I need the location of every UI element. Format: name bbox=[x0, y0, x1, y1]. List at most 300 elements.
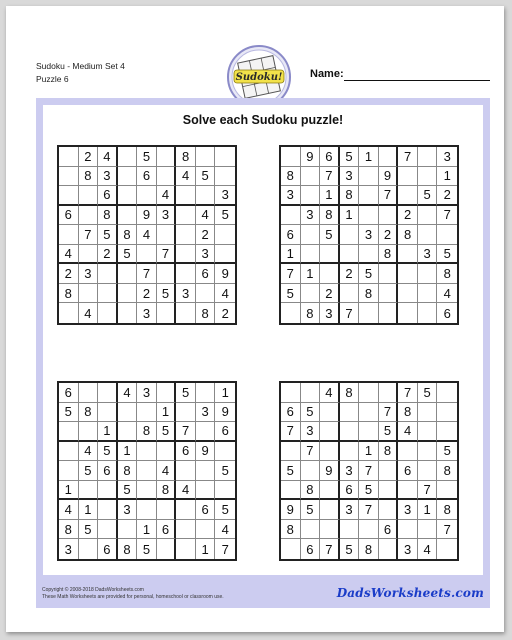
empty-cell[interactable] bbox=[437, 403, 457, 423]
empty-cell[interactable] bbox=[379, 264, 399, 284]
empty-cell[interactable] bbox=[79, 186, 99, 206]
name-field[interactable] bbox=[344, 80, 490, 81]
empty-cell[interactable] bbox=[137, 461, 157, 481]
given-cell: 6 bbox=[340, 481, 360, 501]
given-cell: 8 bbox=[340, 383, 360, 403]
given-cell: 4 bbox=[59, 245, 79, 265]
empty-cell[interactable] bbox=[301, 186, 321, 206]
given-cell: 6 bbox=[443, 305, 451, 321]
empty-cell[interactable] bbox=[418, 442, 438, 462]
empty-cell[interactable] bbox=[301, 245, 321, 265]
given-cell: 1 bbox=[79, 500, 99, 520]
empty-cell[interactable] bbox=[437, 481, 457, 501]
empty-cell[interactable] bbox=[281, 539, 301, 559]
given-cell: 5 bbox=[98, 225, 118, 245]
given-cell: 6 bbox=[176, 442, 196, 462]
empty-cell[interactable] bbox=[98, 303, 118, 323]
given-cell: 1 bbox=[437, 167, 457, 187]
given-cell: 8 bbox=[59, 284, 79, 304]
empty-cell[interactable] bbox=[418, 284, 438, 304]
sudoku-grid-4 bbox=[279, 381, 459, 561]
empty-cell[interactable] bbox=[79, 284, 99, 304]
empty-cell[interactable] bbox=[215, 225, 235, 245]
empty-cell[interactable] bbox=[359, 186, 379, 206]
empty-cell[interactable] bbox=[157, 539, 177, 559]
given-cell: 7 bbox=[359, 461, 379, 481]
given-cell: 9 bbox=[215, 264, 235, 284]
given-cell: 4 bbox=[196, 206, 216, 226]
given-cell: 7 bbox=[301, 442, 321, 462]
given-cell: 6 bbox=[281, 403, 301, 423]
given-cell: 1 bbox=[418, 500, 438, 520]
given-cell: 4 bbox=[418, 539, 438, 559]
empty-cell[interactable] bbox=[379, 481, 399, 501]
footer-copyright bbox=[42, 587, 224, 601]
given-cell: 8 bbox=[79, 167, 99, 187]
given-cell: 6 bbox=[196, 500, 216, 520]
empty-cell[interactable] bbox=[418, 167, 438, 187]
given-cell: 5 bbox=[301, 403, 321, 423]
worksheet-page bbox=[6, 6, 504, 632]
empty-cell[interactable] bbox=[359, 383, 379, 403]
given-cell: 7 bbox=[281, 264, 301, 284]
given-cell: 8 bbox=[281, 520, 301, 540]
given-cell: 8 bbox=[437, 500, 457, 520]
empty-cell[interactable] bbox=[118, 264, 138, 284]
given-cell: 5 bbox=[79, 520, 99, 540]
empty-cell[interactable] bbox=[59, 167, 79, 187]
empty-cell[interactable] bbox=[281, 206, 301, 226]
given-cell: 8 bbox=[359, 284, 379, 304]
empty-cell[interactable] bbox=[437, 383, 457, 403]
given-cell: 3 bbox=[137, 303, 157, 323]
given-cell: 8 bbox=[398, 403, 418, 423]
given-cell: 5 bbox=[301, 500, 321, 520]
given-cell: 5 bbox=[437, 245, 457, 265]
brand-logo: DadsWorksheets.com bbox=[336, 586, 484, 600]
given-cell: 5 bbox=[157, 284, 177, 304]
footer bbox=[36, 582, 490, 608]
empty-cell[interactable] bbox=[196, 383, 216, 403]
given-cell: 6 bbox=[59, 383, 79, 403]
given-cell: 1 bbox=[98, 422, 118, 442]
given-cell: 3 bbox=[137, 383, 157, 403]
empty-cell[interactable] bbox=[176, 500, 196, 520]
empty-cell[interactable] bbox=[157, 225, 177, 245]
empty-cell[interactable] bbox=[176, 264, 196, 284]
given-cell: 3 bbox=[281, 186, 301, 206]
given-cell: 4 bbox=[98, 147, 118, 167]
given-cell: 4 bbox=[398, 422, 418, 442]
given-cell: 5 bbox=[176, 383, 196, 403]
given-cell: 1 bbox=[281, 245, 301, 265]
copyright-text: Copyright © 2008-2018 DadsWorksheets.com bbox=[42, 587, 144, 593]
empty-cell[interactable] bbox=[379, 500, 399, 520]
given-cell: 6 bbox=[157, 520, 177, 540]
given-cell: 5 bbox=[281, 284, 301, 304]
empty-cell[interactable] bbox=[157, 147, 177, 167]
given-cell: 4 bbox=[59, 500, 79, 520]
given-cell: 5 bbox=[118, 481, 138, 501]
usage-note: These Math Worksheets are provided for personal, homeschool or classroom use. bbox=[42, 594, 224, 600]
empty-cell[interactable] bbox=[98, 481, 118, 501]
given-cell: 3 bbox=[320, 303, 340, 323]
given-cell: 2 bbox=[221, 305, 229, 321]
empty-cell[interactable] bbox=[196, 461, 216, 481]
given-cell: 7 bbox=[281, 422, 301, 442]
empty-cell[interactable] bbox=[418, 147, 438, 167]
empty-cell[interactable] bbox=[320, 481, 340, 501]
empty-cell[interactable] bbox=[196, 481, 216, 501]
empty-cell[interactable] bbox=[398, 186, 418, 206]
empty-cell[interactable] bbox=[137, 403, 157, 423]
given-cell: 5 bbox=[215, 206, 235, 226]
empty-cell[interactable] bbox=[320, 442, 340, 462]
empty-cell[interactable] bbox=[379, 539, 399, 559]
page-title: Solve each Sudoku puzzle! bbox=[182, 113, 344, 127]
empty-cell[interactable] bbox=[418, 303, 438, 323]
empty-cell[interactable] bbox=[359, 520, 379, 540]
empty-cell[interactable] bbox=[398, 481, 418, 501]
empty-cell[interactable] bbox=[79, 383, 99, 403]
given-cell: 8 bbox=[281, 167, 301, 187]
empty-cell[interactable] bbox=[157, 442, 177, 462]
empty-cell[interactable] bbox=[379, 383, 399, 403]
empty-cell[interactable] bbox=[196, 186, 216, 206]
empty-cell[interactable] bbox=[176, 303, 196, 323]
given-cell: 9 bbox=[301, 147, 321, 167]
given-cell: 7 bbox=[320, 167, 340, 187]
given-cell: 8 bbox=[118, 225, 138, 245]
given-cell: 2 bbox=[379, 225, 399, 245]
empty-cell[interactable] bbox=[301, 167, 321, 187]
given-cell: 1 bbox=[359, 147, 379, 167]
given-cell: 7 bbox=[437, 520, 457, 540]
empty-cell[interactable] bbox=[79, 245, 99, 265]
given-cell: 8 bbox=[301, 303, 321, 323]
given-cell: 7 bbox=[137, 264, 157, 284]
empty-cell[interactable] bbox=[398, 167, 418, 187]
given-cell: 3 bbox=[196, 245, 216, 265]
given-cell: 5 bbox=[118, 245, 138, 265]
given-cell: 4 bbox=[79, 303, 99, 323]
empty-cell[interactable] bbox=[118, 520, 138, 540]
given-cell: 1 bbox=[320, 186, 340, 206]
puzzle-label: Puzzle 6 bbox=[36, 74, 69, 84]
given-cell: 1 bbox=[340, 206, 360, 226]
empty-cell[interactable] bbox=[176, 539, 196, 559]
given-cell: 4 bbox=[215, 520, 235, 540]
empty-cell[interactable] bbox=[340, 225, 360, 245]
empty-cell[interactable] bbox=[215, 167, 235, 187]
empty-cell[interactable] bbox=[340, 520, 360, 540]
given-cell: 8 bbox=[59, 520, 79, 540]
empty-cell[interactable] bbox=[320, 422, 340, 442]
empty-cell[interactable] bbox=[437, 539, 457, 559]
empty-cell[interactable] bbox=[418, 206, 438, 226]
sudoku-grid-2 bbox=[279, 145, 459, 325]
empty-cell[interactable] bbox=[418, 422, 438, 442]
empty-cell[interactable] bbox=[215, 147, 235, 167]
sudoku-grid-1 bbox=[57, 145, 237, 325]
given-cell: 6 bbox=[137, 167, 157, 187]
given-cell: 5 bbox=[379, 422, 399, 442]
given-cell: 5 bbox=[320, 225, 340, 245]
empty-cell[interactable] bbox=[418, 520, 438, 540]
given-cell: 7 bbox=[157, 245, 177, 265]
given-cell: 3 bbox=[301, 206, 321, 226]
empty-cell[interactable] bbox=[157, 167, 177, 187]
empty-cell[interactable] bbox=[176, 520, 196, 540]
puzzle-panel-inner bbox=[43, 105, 483, 575]
empty-cell[interactable] bbox=[379, 147, 399, 167]
empty-cell[interactable] bbox=[157, 500, 177, 520]
empty-cell[interactable] bbox=[118, 186, 138, 206]
empty-cell[interactable] bbox=[379, 303, 399, 323]
empty-cell[interactable] bbox=[137, 500, 157, 520]
given-cell: 7 bbox=[221, 541, 229, 557]
given-cell: 7 bbox=[379, 403, 399, 423]
given-cell: 6 bbox=[196, 264, 216, 284]
empty-cell[interactable] bbox=[379, 284, 399, 304]
empty-cell[interactable] bbox=[98, 500, 118, 520]
empty-cell[interactable] bbox=[79, 422, 99, 442]
empty-cell[interactable] bbox=[340, 422, 360, 442]
given-cell: 6 bbox=[379, 520, 399, 540]
given-cell: 1 bbox=[301, 264, 321, 284]
given-cell: 5 bbox=[215, 461, 235, 481]
given-cell: 5 bbox=[215, 500, 235, 520]
given-cell: 7 bbox=[176, 422, 196, 442]
given-cell: 4 bbox=[215, 284, 235, 304]
given-cell: 2 bbox=[398, 206, 418, 226]
empty-cell[interactable] bbox=[281, 383, 301, 403]
given-cell: 3 bbox=[359, 225, 379, 245]
empty-cell[interactable] bbox=[398, 245, 418, 265]
empty-cell[interactable] bbox=[137, 245, 157, 265]
given-cell: 8 bbox=[118, 539, 138, 559]
given-cell: 3 bbox=[59, 539, 79, 559]
empty-cell[interactable] bbox=[59, 147, 79, 167]
empty-cell[interactable] bbox=[301, 461, 321, 481]
empty-cell[interactable] bbox=[98, 264, 118, 284]
empty-cell[interactable] bbox=[418, 461, 438, 481]
empty-cell[interactable] bbox=[418, 403, 438, 423]
given-cell: 8 bbox=[98, 206, 118, 226]
given-cell: 2 bbox=[340, 264, 360, 284]
given-cell: 8 bbox=[301, 481, 321, 501]
empty-cell[interactable] bbox=[320, 245, 340, 265]
empty-cell[interactable] bbox=[118, 284, 138, 304]
given-cell: 3 bbox=[196, 403, 216, 423]
empty-cell[interactable] bbox=[176, 403, 196, 423]
given-cell: 5 bbox=[98, 442, 118, 462]
empty-cell[interactable] bbox=[59, 303, 79, 323]
empty-cell[interactable] bbox=[281, 303, 301, 323]
given-cell: 9 bbox=[137, 206, 157, 226]
empty-cell[interactable] bbox=[340, 284, 360, 304]
given-cell: 4 bbox=[157, 186, 177, 206]
given-cell: 2 bbox=[320, 284, 340, 304]
empty-cell[interactable] bbox=[215, 442, 235, 462]
given-cell: 4 bbox=[118, 383, 138, 403]
given-cell: 4 bbox=[176, 167, 196, 187]
given-cell: 2 bbox=[79, 147, 99, 167]
empty-cell[interactable] bbox=[320, 520, 340, 540]
given-cell: 5 bbox=[418, 383, 438, 403]
given-cell: 9 bbox=[196, 442, 216, 462]
empty-cell[interactable] bbox=[398, 303, 418, 323]
set-title: Sudoku - Medium Set 4 bbox=[36, 61, 125, 71]
given-cell: 2 bbox=[137, 284, 157, 304]
empty-cell[interactable] bbox=[215, 245, 235, 265]
empty-cell[interactable] bbox=[418, 264, 438, 284]
given-cell: 1 bbox=[137, 520, 157, 540]
given-cell: 1 bbox=[59, 481, 79, 501]
empty-cell[interactable] bbox=[137, 481, 157, 501]
empty-cell[interactable] bbox=[196, 422, 216, 442]
empty-cell[interactable] bbox=[196, 520, 216, 540]
given-cell: 3 bbox=[98, 167, 118, 187]
empty-cell[interactable] bbox=[281, 481, 301, 501]
empty-cell[interactable] bbox=[437, 422, 457, 442]
given-cell: 7 bbox=[379, 186, 399, 206]
given-cell: 4 bbox=[79, 442, 99, 462]
given-cell: 4 bbox=[437, 284, 457, 304]
empty-cell[interactable] bbox=[359, 167, 379, 187]
given-cell: 3 bbox=[118, 500, 138, 520]
empty-cell[interactable] bbox=[418, 225, 438, 245]
empty-cell[interactable] bbox=[379, 461, 399, 481]
given-cell: 3 bbox=[301, 422, 321, 442]
empty-cell[interactable] bbox=[79, 481, 99, 501]
given-cell: 2 bbox=[196, 225, 216, 245]
empty-cell[interactable] bbox=[176, 186, 196, 206]
empty-cell[interactable] bbox=[157, 264, 177, 284]
empty-cell[interactable] bbox=[59, 186, 79, 206]
empty-cell[interactable] bbox=[59, 461, 79, 481]
given-cell: 8 bbox=[176, 147, 196, 167]
empty-cell[interactable] bbox=[379, 206, 399, 226]
given-cell: 1 bbox=[215, 383, 235, 403]
given-cell: 3 bbox=[215, 186, 235, 206]
given-cell: 7 bbox=[340, 303, 360, 323]
empty-cell[interactable] bbox=[137, 442, 157, 462]
empty-cell[interactable] bbox=[176, 225, 196, 245]
given-cell: 1 bbox=[118, 442, 138, 462]
given-cell: 3 bbox=[398, 539, 418, 559]
empty-cell[interactable] bbox=[176, 206, 196, 226]
empty-cell[interactable] bbox=[398, 284, 418, 304]
empty-cell[interactable] bbox=[359, 403, 379, 423]
given-cell: 5 bbox=[79, 461, 99, 481]
empty-cell[interactable] bbox=[118, 167, 138, 187]
empty-cell[interactable] bbox=[340, 245, 360, 265]
empty-cell[interactable] bbox=[281, 442, 301, 462]
empty-cell[interactable] bbox=[59, 442, 79, 462]
empty-cell[interactable] bbox=[320, 264, 340, 284]
empty-cell[interactable] bbox=[398, 520, 418, 540]
given-cell: 4 bbox=[176, 481, 196, 501]
empty-cell[interactable] bbox=[59, 422, 79, 442]
given-cell: 8 bbox=[340, 186, 360, 206]
given-cell: 8 bbox=[79, 403, 99, 423]
given-cell: 6 bbox=[281, 225, 301, 245]
given-cell: 8 bbox=[320, 206, 340, 226]
empty-cell[interactable] bbox=[79, 539, 99, 559]
given-cell: 1 bbox=[157, 403, 177, 423]
empty-cell[interactable] bbox=[98, 284, 118, 304]
empty-cell[interactable] bbox=[118, 303, 138, 323]
given-cell: 3 bbox=[437, 147, 457, 167]
empty-cell[interactable] bbox=[398, 442, 418, 462]
empty-cell[interactable] bbox=[301, 284, 321, 304]
empty-cell[interactable] bbox=[196, 284, 216, 304]
empty-cell[interactable] bbox=[215, 481, 235, 501]
empty-cell[interactable] bbox=[118, 403, 138, 423]
empty-cell[interactable] bbox=[301, 225, 321, 245]
given-cell: 6 bbox=[398, 461, 418, 481]
empty-cell[interactable] bbox=[176, 245, 196, 265]
empty-cell[interactable] bbox=[301, 383, 321, 403]
empty-cell[interactable] bbox=[176, 461, 196, 481]
given-cell: 8 bbox=[118, 461, 138, 481]
given-cell: 7 bbox=[398, 147, 418, 167]
empty-cell[interactable] bbox=[359, 422, 379, 442]
given-cell: 7 bbox=[437, 206, 457, 226]
given-cell: 5 bbox=[359, 264, 379, 284]
empty-cell[interactable] bbox=[398, 264, 418, 284]
empty-cell[interactable] bbox=[359, 245, 379, 265]
empty-cell[interactable] bbox=[196, 147, 216, 167]
empty-cell[interactable] bbox=[137, 186, 157, 206]
empty-cell[interactable] bbox=[320, 500, 340, 520]
given-cell: 3 bbox=[398, 500, 418, 520]
empty-cell[interactable] bbox=[118, 147, 138, 167]
empty-cell[interactable] bbox=[340, 442, 360, 462]
given-cell: 6 bbox=[215, 422, 235, 442]
empty-cell[interactable] bbox=[320, 403, 340, 423]
empty-cell[interactable] bbox=[118, 422, 138, 442]
empty-cell[interactable] bbox=[281, 147, 301, 167]
empty-cell[interactable] bbox=[301, 520, 321, 540]
given-cell: 3 bbox=[79, 264, 99, 284]
empty-cell[interactable] bbox=[157, 383, 177, 403]
given-cell: 6 bbox=[98, 461, 118, 481]
given-cell: 1 bbox=[196, 539, 216, 559]
empty-cell[interactable] bbox=[98, 520, 118, 540]
empty-cell[interactable] bbox=[359, 206, 379, 226]
empty-cell[interactable] bbox=[437, 225, 457, 245]
empty-cell[interactable] bbox=[98, 383, 118, 403]
given-cell: 5 bbox=[157, 422, 177, 442]
given-cell: 8 bbox=[379, 442, 399, 462]
empty-cell[interactable] bbox=[157, 303, 177, 323]
empty-cell[interactable] bbox=[340, 403, 360, 423]
empty-cell[interactable] bbox=[79, 206, 99, 226]
worksheet-header-info bbox=[36, 60, 125, 86]
puzzle-panel bbox=[36, 98, 490, 582]
given-cell: 3 bbox=[157, 206, 177, 226]
given-cell: 5 bbox=[281, 461, 301, 481]
empty-cell[interactable] bbox=[359, 303, 379, 323]
empty-cell[interactable] bbox=[59, 225, 79, 245]
empty-cell[interactable] bbox=[118, 206, 138, 226]
given-cell: 8 bbox=[359, 539, 379, 559]
empty-cell[interactable] bbox=[98, 403, 118, 423]
given-cell: 5 bbox=[418, 186, 438, 206]
logo-text: Sudoku! bbox=[235, 72, 283, 83]
